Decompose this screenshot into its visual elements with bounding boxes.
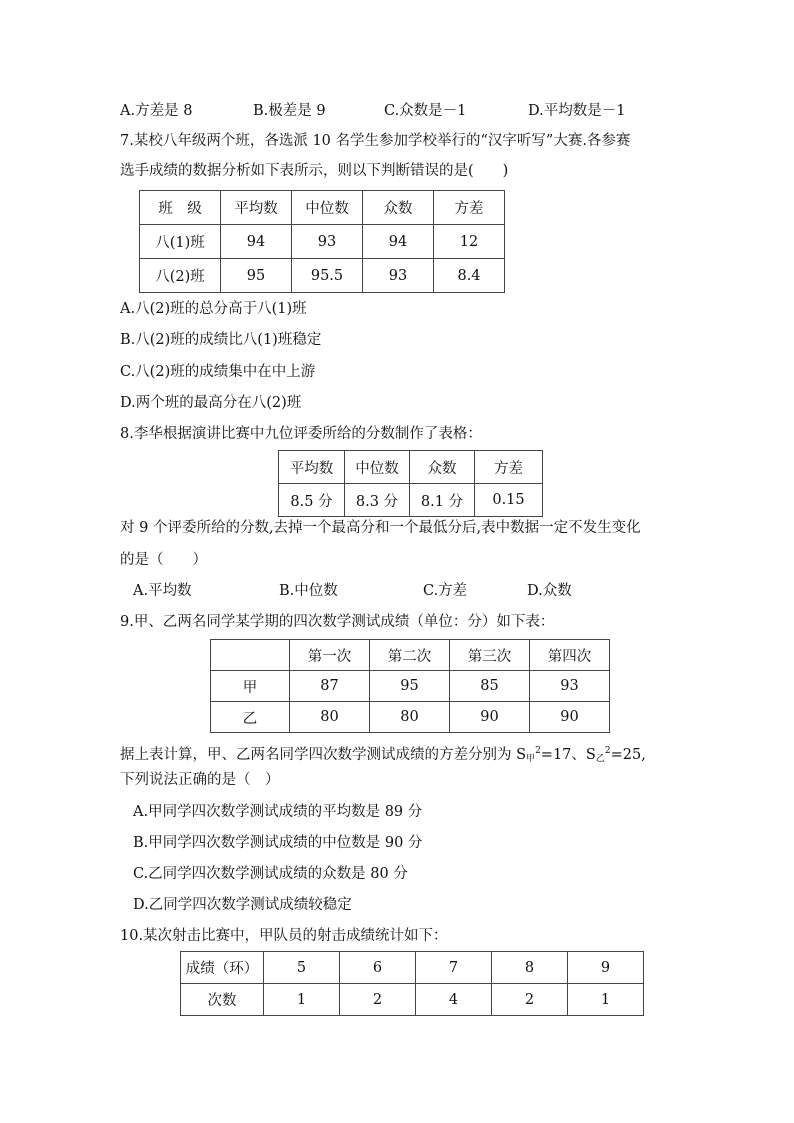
table-row — [181, 952, 644, 984]
q8-stem: 8.李华根据演讲比赛中九位评委所给的分数制作了表格： — [120, 426, 482, 442]
q9-sup-1: 2 — [535, 746, 541, 756]
q8-td: 0.15 — [475, 484, 543, 517]
q8-option-b: B.中位数 — [279, 583, 338, 599]
q7-stem-line1: 7.某校八年级两个班，各选派 10 名学生参加学校举行的“汉字听写”大赛.各参赛 — [120, 133, 631, 149]
q6-option-d: D.平均数是－1 — [528, 103, 626, 119]
q9-sub-jia: 甲 — [526, 754, 536, 764]
q9-td: 乙 — [211, 702, 290, 733]
q9-sup-2: 2 — [604, 746, 611, 756]
q7-th: 中位数 — [292, 191, 363, 225]
q8-td: 8.5 分 — [279, 484, 345, 517]
q9-table-header-row — [211, 640, 610, 671]
q6-option-b: B.极差是 9 — [253, 103, 326, 119]
q8-td: 8.3 分 — [345, 484, 410, 517]
q9-th: 第一次 — [290, 640, 370, 671]
q9-td: 85 — [450, 671, 530, 702]
q6-option-a: A.方差是 8 — [120, 103, 193, 119]
q10-stem: 10.某次射击比赛中，甲队员的射击成绩统计如下： — [120, 928, 448, 944]
q10-td: 6 — [340, 952, 416, 984]
q7-td: 94 — [363, 225, 434, 259]
q7-option-d: D.两个班的最高分在八(2)班 — [120, 395, 302, 411]
q7-option-a: A.八(2)班的总分高于八(1)班 — [120, 301, 307, 317]
q9-calc-mid: =17、S — [540, 747, 596, 763]
q9-td: 90 — [450, 702, 530, 733]
q7-td: 八(1)班 — [140, 225, 221, 259]
q10-table — [180, 951, 644, 1016]
q9-question: 下列说法正确的是（ ） — [120, 772, 280, 788]
q7-td: 八(2)班 — [140, 259, 221, 293]
q9-td: 80 — [370, 702, 450, 733]
q9-th — [211, 640, 290, 671]
q7-th: 方差 — [434, 191, 505, 225]
q6-option-c: C.众数是－1 — [384, 103, 467, 119]
q10-td: 5 — [264, 952, 340, 984]
q7-th: 众数 — [363, 191, 434, 225]
q8-line3: 的是（ ） — [120, 552, 207, 568]
table-row — [211, 671, 610, 702]
q8-table — [278, 450, 543, 517]
q9-td: 87 — [290, 671, 370, 702]
q8-option-d: D.众数 — [527, 583, 572, 599]
q8-option-c: C.方差 — [423, 583, 468, 599]
q9-td: 90 — [530, 702, 610, 733]
q10-td: 9 — [568, 952, 644, 984]
q8-line2: 对 9 个评委所给的分数,去掉一个最高分和一个最低分后,表中数据一定不发生变化 — [120, 520, 641, 536]
table-row — [211, 702, 610, 733]
table-row — [140, 225, 505, 259]
q9-option-b: B.甲同学四次数学测试成绩的中位数是 90 分 — [133, 835, 423, 851]
q7-td: 95.5 — [292, 259, 363, 293]
q10-td: 7 — [416, 952, 492, 984]
q9-calc-line — [120, 741, 646, 769]
q9-calc-end: =25, — [610, 747, 646, 763]
q10-td: 成绩（环） — [181, 952, 264, 984]
q9-option-c: C.乙同学四次数学测试成绩的众数是 80 分 — [133, 866, 408, 882]
q9-th: 第四次 — [530, 640, 610, 671]
table-row — [140, 259, 505, 293]
q8-table-header-row — [279, 451, 543, 484]
table-row — [279, 484, 543, 517]
q9-stem: 9.甲、乙两名同学某学期的四次数学测试成绩（单位：分）如下表： — [120, 614, 555, 630]
q7-td: 93 — [292, 225, 363, 259]
q10-td: 8 — [492, 952, 568, 984]
q7-th: 平均数 — [221, 191, 292, 225]
q10-td: 4 — [416, 984, 492, 1016]
q8-option-a: A.平均数 — [133, 583, 192, 599]
q8-th: 平均数 — [279, 451, 345, 484]
q7-th: 班 级 — [140, 191, 221, 225]
q10-td: 1 — [264, 984, 340, 1016]
table-row — [181, 984, 644, 1016]
q10-td: 1 — [568, 984, 644, 1016]
q7-td: 95 — [221, 259, 292, 293]
q9-th: 第二次 — [370, 640, 450, 671]
q7-table — [139, 190, 505, 293]
q8-th: 众数 — [410, 451, 475, 484]
q10-td: 2 — [340, 984, 416, 1016]
q10-td: 次数 — [181, 984, 264, 1016]
q9-calc-prefix: 据上表计算，甲、乙两名同学四次数学测试成绩的方差分别为 S — [120, 747, 527, 763]
q9-td: 93 — [530, 671, 610, 702]
q9-option-d: D.乙同学四次数学测试成绩较稳定 — [133, 897, 352, 913]
q7-td: 93 — [363, 259, 434, 293]
q9-sub-yi: 乙 — [595, 754, 605, 764]
q9-option-a: A.甲同学四次数学测试成绩的平均数是 89 分 — [133, 804, 423, 820]
q7-option-c: C.八(2)班的成绩集中在中上游 — [120, 364, 316, 380]
q7-td: 12 — [434, 225, 505, 259]
q8-td: 8.1 分 — [410, 484, 475, 517]
q10-td: 2 — [492, 984, 568, 1016]
q7-table-header-row — [140, 191, 505, 225]
q7-td: 94 — [221, 225, 292, 259]
q9-td: 80 — [290, 702, 370, 733]
q9-td: 甲 — [211, 671, 290, 702]
q7-td: 8.4 — [434, 259, 505, 293]
q7-stem-line2: 选手成绩的数据分析如下表所示，则以下判断错误的是( ) — [120, 163, 509, 179]
q9-td: 95 — [370, 671, 450, 702]
q8-th: 中位数 — [345, 451, 410, 484]
q9-th: 第三次 — [450, 640, 530, 671]
q8-th: 方差 — [475, 451, 543, 484]
q9-table — [210, 639, 610, 733]
q7-option-b: B.八(2)班的成绩比八(1)班稳定 — [120, 332, 322, 348]
